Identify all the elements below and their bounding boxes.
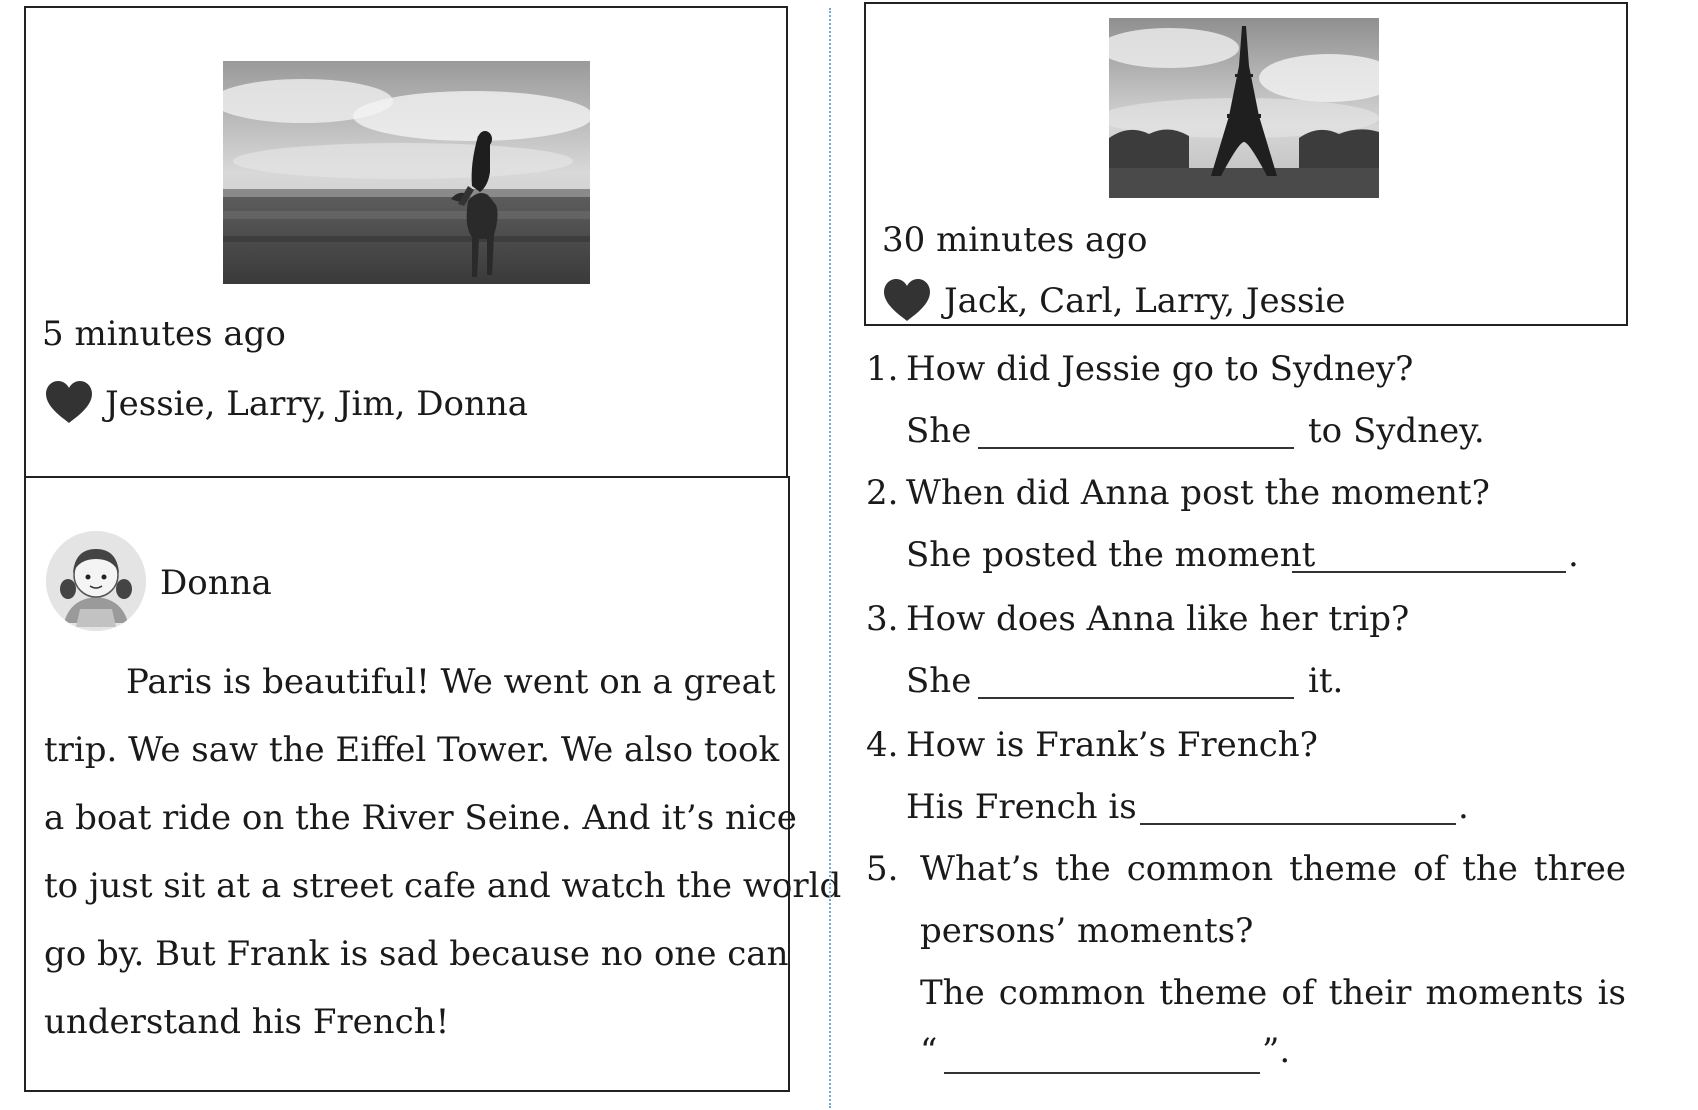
q1-number: 1.	[866, 349, 899, 389]
q1-question: How did Jessie go to Sydney?	[906, 349, 1414, 389]
q2-answer-before: She posted the moment	[906, 535, 1316, 575]
q2-question: When did Anna post the moment?	[906, 473, 1490, 513]
q5-question-line1: What’s the common theme of the three	[920, 849, 1626, 889]
post-line-1: Paris is beautiful! We went on a great	[126, 662, 776, 702]
q4-number: 4.	[866, 725, 899, 765]
horse-rider-photo	[223, 61, 590, 284]
q2-number: 2.	[866, 473, 899, 513]
post-line-4: to just sit at a street cafe and watch the world	[44, 866, 842, 906]
q5-open-quote: “	[920, 1031, 938, 1071]
q4-question: How is Frank’s French?	[906, 725, 1318, 765]
right-card-time: 30 minutes ago	[882, 220, 1148, 260]
left-top-time: 5 minutes ago	[42, 314, 286, 354]
q3-answer-before: She	[906, 661, 972, 701]
q3-question: How does Anna like her trip?	[906, 599, 1410, 639]
q5-answer-line1: The common theme of their moments is	[920, 973, 1626, 1013]
q5-close-quote: ”.	[1262, 1031, 1291, 1071]
donna-name: Donna	[160, 563, 272, 603]
left-top-likes: Jessie, Larry, Jim, Donna	[105, 384, 529, 424]
q5-blank[interactable]	[944, 1072, 1260, 1074]
q3-number: 3.	[866, 599, 899, 639]
heart-icon	[44, 380, 94, 424]
q2-answer-after: .	[1568, 535, 1579, 575]
q1-blank[interactable]	[978, 447, 1294, 449]
post-line-3: a boat ride on the River Seine. And it’s nice	[44, 798, 797, 838]
q5-number: 5.	[866, 849, 899, 889]
right-card-likes: Jack, Carl, Larry, Jessie	[944, 281, 1346, 321]
donna-avatar	[46, 531, 146, 631]
post-line-6: understand his French!	[44, 1002, 450, 1042]
q4-blank[interactable]	[1140, 823, 1456, 825]
q4-answer-before: His French is	[906, 787, 1137, 827]
q1-answer-before: She	[906, 411, 972, 451]
post-line-2: trip. We saw the Eiffel Tower. We also took	[44, 730, 780, 770]
heart-icon	[882, 278, 932, 322]
q3-answer-after: it.	[1308, 661, 1344, 701]
donna-post-text	[44, 648, 842, 1056]
column-divider	[829, 8, 831, 1108]
q2-blank[interactable]	[1292, 571, 1566, 573]
post-line-5: go by. But Frank is sad because no one can	[44, 934, 789, 974]
q1-answer-after: to Sydney.	[1308, 411, 1485, 451]
q3-blank[interactable]	[978, 697, 1294, 699]
eiffel-tower-photo	[1109, 18, 1379, 198]
q5-question-line2: persons’ moments?	[920, 911, 1254, 951]
q4-answer-after: .	[1458, 787, 1469, 827]
